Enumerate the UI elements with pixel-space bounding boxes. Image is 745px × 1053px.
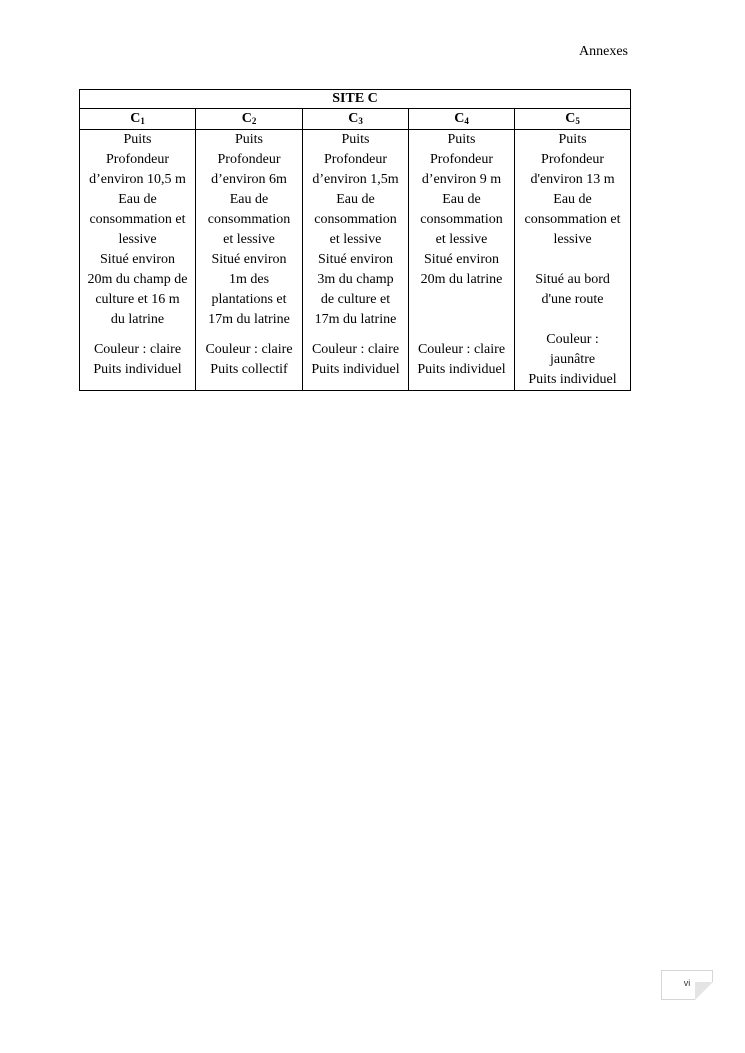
water-color-text: Couleur : claire bbox=[205, 342, 293, 357]
column-letter: C bbox=[130, 111, 141, 126]
well-depth: d’environ 6m bbox=[211, 172, 287, 187]
column-header-c3 bbox=[303, 109, 409, 130]
water-usage: consommation bbox=[314, 212, 397, 227]
water-usage: Eau de bbox=[118, 192, 157, 207]
spacer bbox=[411, 310, 512, 330]
well-type: Puits bbox=[341, 132, 370, 147]
column-letter: C bbox=[565, 111, 576, 126]
page-header: Annexes bbox=[579, 44, 628, 59]
water-color-text: Couleur : claire bbox=[93, 342, 182, 357]
well-location: 20m du champ de bbox=[87, 272, 188, 287]
well-location: plantations et bbox=[211, 292, 287, 307]
well-location bbox=[517, 250, 628, 270]
water-color-text: jaunâtre bbox=[549, 352, 596, 367]
well-location: d'une route bbox=[541, 292, 604, 307]
water-color bbox=[305, 330, 406, 360]
water-usage: Eau de bbox=[229, 192, 269, 207]
well-type: Puits bbox=[123, 132, 152, 147]
water-usage: Eau de bbox=[553, 192, 592, 207]
well-location: Situé environ bbox=[423, 252, 500, 267]
well-kind: Puits individuel bbox=[528, 372, 617, 387]
well-location: 1m des bbox=[228, 272, 270, 287]
page-number-box bbox=[661, 970, 713, 1000]
well-kind: Puits individuel bbox=[417, 362, 506, 377]
column-subscript: 3 bbox=[358, 116, 363, 126]
well-depth: d’environ 10,5 m bbox=[89, 172, 186, 187]
water-usage: lessive bbox=[553, 232, 592, 247]
well-location: du latrine bbox=[110, 312, 165, 327]
column-header-c4 bbox=[409, 109, 515, 130]
well-depth: Profondeur bbox=[217, 152, 281, 167]
well-depth: d’environ 1,5m bbox=[312, 172, 399, 187]
cell-c1 bbox=[80, 130, 196, 391]
well-depth: d'environ 13 m bbox=[530, 172, 615, 187]
well-kind: Puits individuel bbox=[93, 362, 182, 377]
site-c-table bbox=[79, 89, 631, 391]
well-depth: Profondeur bbox=[106, 152, 169, 167]
column-letter: C bbox=[348, 111, 359, 126]
water-usage: consommation bbox=[207, 212, 291, 227]
well-depth: Profondeur bbox=[324, 152, 387, 167]
spacer bbox=[517, 310, 628, 330]
well-type: Puits bbox=[558, 132, 587, 147]
well-location: Situé environ bbox=[317, 252, 394, 267]
water-color bbox=[198, 330, 300, 360]
water-color-text: Couleur : claire bbox=[417, 342, 506, 357]
column-subscript: 2 bbox=[251, 116, 257, 126]
well-depth: d’environ 9 m bbox=[421, 172, 502, 187]
cell-c3 bbox=[303, 130, 409, 391]
water-usage: Eau de bbox=[442, 192, 481, 207]
column-subscript: 4 bbox=[464, 116, 469, 126]
column-header-c1 bbox=[80, 109, 196, 130]
well-location: 17m du latrine bbox=[314, 312, 397, 327]
well-location: de culture et bbox=[320, 292, 391, 307]
well-location: Situé environ bbox=[211, 252, 287, 267]
well-location: culture et 16 m bbox=[95, 292, 180, 307]
spacer bbox=[411, 290, 512, 310]
water-usage: consommation et bbox=[524, 212, 621, 227]
well-location: Situé au bord bbox=[535, 272, 610, 287]
water-usage: et lessive bbox=[223, 232, 275, 247]
page-fold-icon bbox=[695, 982, 713, 1000]
water-color bbox=[411, 330, 512, 360]
well-kind: Puits collectif bbox=[210, 362, 288, 377]
well-type: Puits bbox=[447, 132, 476, 147]
well-location: 20m du latrine bbox=[420, 272, 503, 287]
cell-c4 bbox=[409, 130, 515, 391]
well-kind: Puits individuel bbox=[311, 362, 400, 377]
cell-c5 bbox=[515, 130, 631, 391]
water-usage: consommation et bbox=[89, 212, 186, 227]
water-usage: consommation bbox=[420, 212, 503, 227]
water-usage: et lessive bbox=[435, 232, 488, 247]
well-depth: Profondeur bbox=[430, 152, 493, 167]
well-depth: Profondeur bbox=[541, 152, 605, 167]
water-color-text: Couleur : claire bbox=[311, 342, 400, 357]
column-subscript: 1 bbox=[140, 116, 145, 126]
water-usage: Eau de bbox=[336, 192, 375, 207]
water-color bbox=[82, 330, 193, 360]
well-location: Situé environ bbox=[99, 252, 176, 267]
water-color bbox=[517, 330, 628, 370]
well-type: Puits bbox=[234, 132, 263, 147]
water-usage: lessive bbox=[118, 232, 157, 247]
well-location: 17m du latrine bbox=[208, 312, 290, 327]
column-letter: C bbox=[241, 111, 252, 126]
column-header-c5 bbox=[515, 109, 631, 130]
column-letter: C bbox=[454, 111, 465, 126]
column-header-c2 bbox=[196, 109, 303, 130]
column-subscript: 5 bbox=[575, 116, 580, 126]
page-number: vi bbox=[683, 978, 691, 988]
water-color-text: Couleur : bbox=[546, 332, 599, 347]
water-usage: et lessive bbox=[329, 232, 382, 247]
cell-c2 bbox=[196, 130, 303, 391]
well-location: 3m du champ bbox=[317, 272, 394, 287]
table-title: SITE C bbox=[80, 90, 631, 109]
